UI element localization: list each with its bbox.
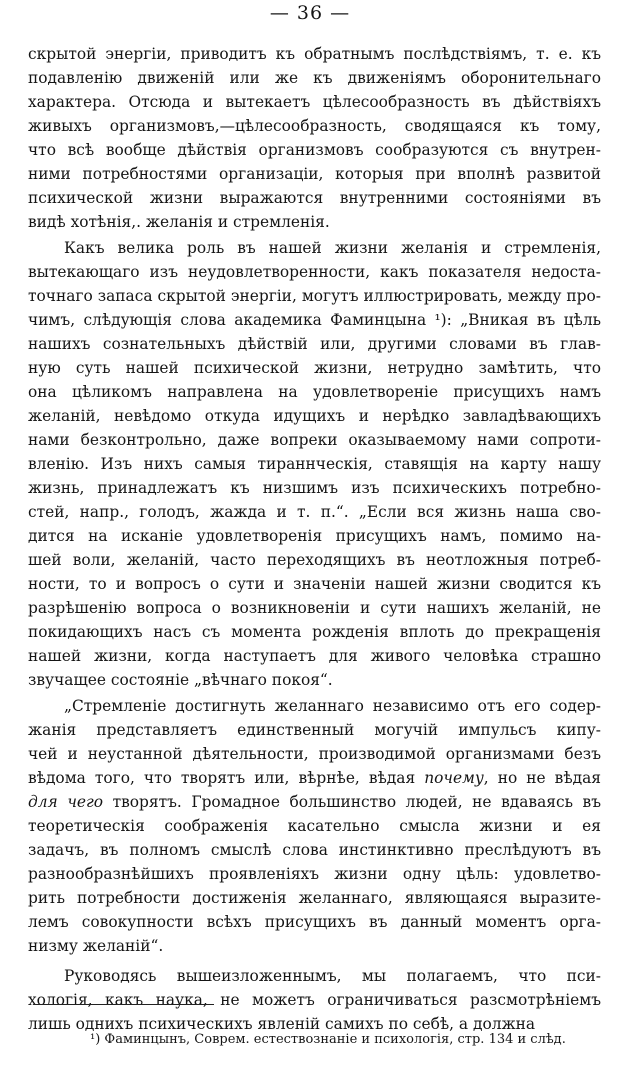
text-line: лемъ совокупности всѣхъ присущихъ въ данный моментъ орга- (28, 913, 601, 931)
text-line: видѣ хотѣнія,. желанія и стремленія. (28, 213, 330, 231)
text-line: разнообразнѣйшихъ проявленіяхъ жизни одну цѣль: удовлетво- (28, 865, 601, 883)
paragraph (28, 964, 601, 1036)
text-line: шей воли, желаній, часто переходящихъ въ неотложныя потреб- (28, 551, 601, 569)
text-line: задачъ, въ полномъ смыслѣ слова инстинктивно преслѣдуютъ въ (28, 841, 601, 859)
text-line: жизнь, принадлежатъ къ низшимъ изъ психическихъ потребно- (28, 479, 601, 497)
text-line: чей и неустанной дѣятельности, производимой организмами безъ (28, 745, 601, 763)
text-line: дится на исканіе удовлетворенія присущихъ намъ, помимо на- (28, 527, 601, 545)
text-line: Руководясь вышеизложеннымъ, мы полагаемъ, что пси- (64, 967, 601, 985)
text-line: точнаго запаса скрытой энергіи, могутъ иллюстрировать, между про- (28, 287, 601, 305)
text-line: теоретическія соображенія касательно смысла жизни и ея (28, 817, 601, 835)
text-line: скрытой энергіи, приводитъ къ обратнымъ послѣдствіямъ, т. е. къ (28, 45, 601, 63)
footnote: ¹) Фаминцынъ, Соврем. естествознаніе и психологія, стр. 134 и слѣд. (90, 1032, 566, 1047)
page-number: — 36 — (269, 2, 351, 24)
body-text (28, 42, 601, 1036)
text-line: нашей жизни, когда наступаетъ для живого человѣка страшно (28, 647, 601, 665)
text-line: вѣдома того, что творятъ или, вѣрнѣе, вѣдая почему, но не вѣдая (28, 769, 601, 787)
text-line: рить потребности достиженія желаннаго, являющаяся выразите- (28, 889, 601, 907)
text-line: разрѣшенію вопроса о возникновеніи и сути нашихъ желаній, не (28, 599, 601, 617)
text-line: лишь однихъ психическихъ явленій самихъ по себѣ, а должна (28, 1015, 536, 1033)
text-line: хологія, какъ наука, не можетъ ограничиваться разсмотрѣніемъ (28, 991, 601, 1009)
text-line: вленію. Изъ нихъ самыя тираннческія, ставящія на карту нашу (28, 455, 601, 473)
text-line: звучащее состояніе „вѣчнаго покоя“. (28, 671, 333, 689)
text-line: ними потребностями организаціи, которыя при вполнѣ развитой (28, 165, 601, 183)
text-line: подавленію движеній или же къ движеніямъ оборонительнаго (28, 69, 601, 87)
paragraph (28, 42, 601, 234)
paragraph (28, 694, 601, 958)
text-line: нашихъ сознательныхъ дѣйствій или, другими словами въ глав- (28, 335, 601, 353)
text-line: желаній, невѣдомо откуда идущихъ и нерѣдко завладѣвающихъ (28, 407, 601, 425)
text-line: нами безконтрольно, даже вопреки оказываемому нами сопроти- (28, 431, 601, 449)
footnote-separator (34, 1004, 214, 1005)
text-line: для чего творятъ. Громадное большинство людей, не вдаваясь въ (28, 793, 601, 811)
paragraph (28, 236, 601, 692)
text-line: что всѣ вообще дѣйствія организмовъ сообразуются съ внутрен- (28, 141, 601, 159)
text-line: жанія представляетъ единственный могучій импульсъ кипу- (28, 721, 601, 739)
text-line: ную суть нашей психической жизни, нетрудно замѣтить, что (28, 359, 601, 377)
text-line: вытекающаго изъ неудовлетворенности, какъ показателя недоста- (28, 263, 601, 281)
text-line: живыхъ организмовъ,—цѣлесообразность, сводящаяся къ тому, (28, 117, 601, 135)
text-line: она цѣликомъ направлена на удовлетвореніе присущихъ намъ (28, 383, 601, 401)
text-line: низму желаній“. (28, 937, 164, 955)
text-line: Какъ велика роль въ нашей жизни желанія и стремленія, (64, 239, 601, 257)
text-line: ности, то и вопросъ о сути и значеніи нашей жизни сводится къ (28, 575, 601, 593)
text-line: стей, напр., голодъ, жажда и т. п.“. „Если вся жизнь наша сво- (28, 503, 601, 521)
text-line: психической жизни выражаются внутренними состояніями въ (28, 189, 601, 207)
text-line: характера. Отсюда и вытекаетъ цѣлесообразность въ дѣйствіяхъ (28, 93, 601, 111)
text-line: „Стремленіе достигнуть желаннаго независимо отъ его содер- (64, 697, 601, 715)
text-line: покидающихъ насъ съ момента рожденія вплоть до прекращенія (28, 623, 601, 641)
text-line: чимъ, слѣдующія слова академика Фаминцына ¹): „Вникая въ цѣль (28, 311, 601, 329)
